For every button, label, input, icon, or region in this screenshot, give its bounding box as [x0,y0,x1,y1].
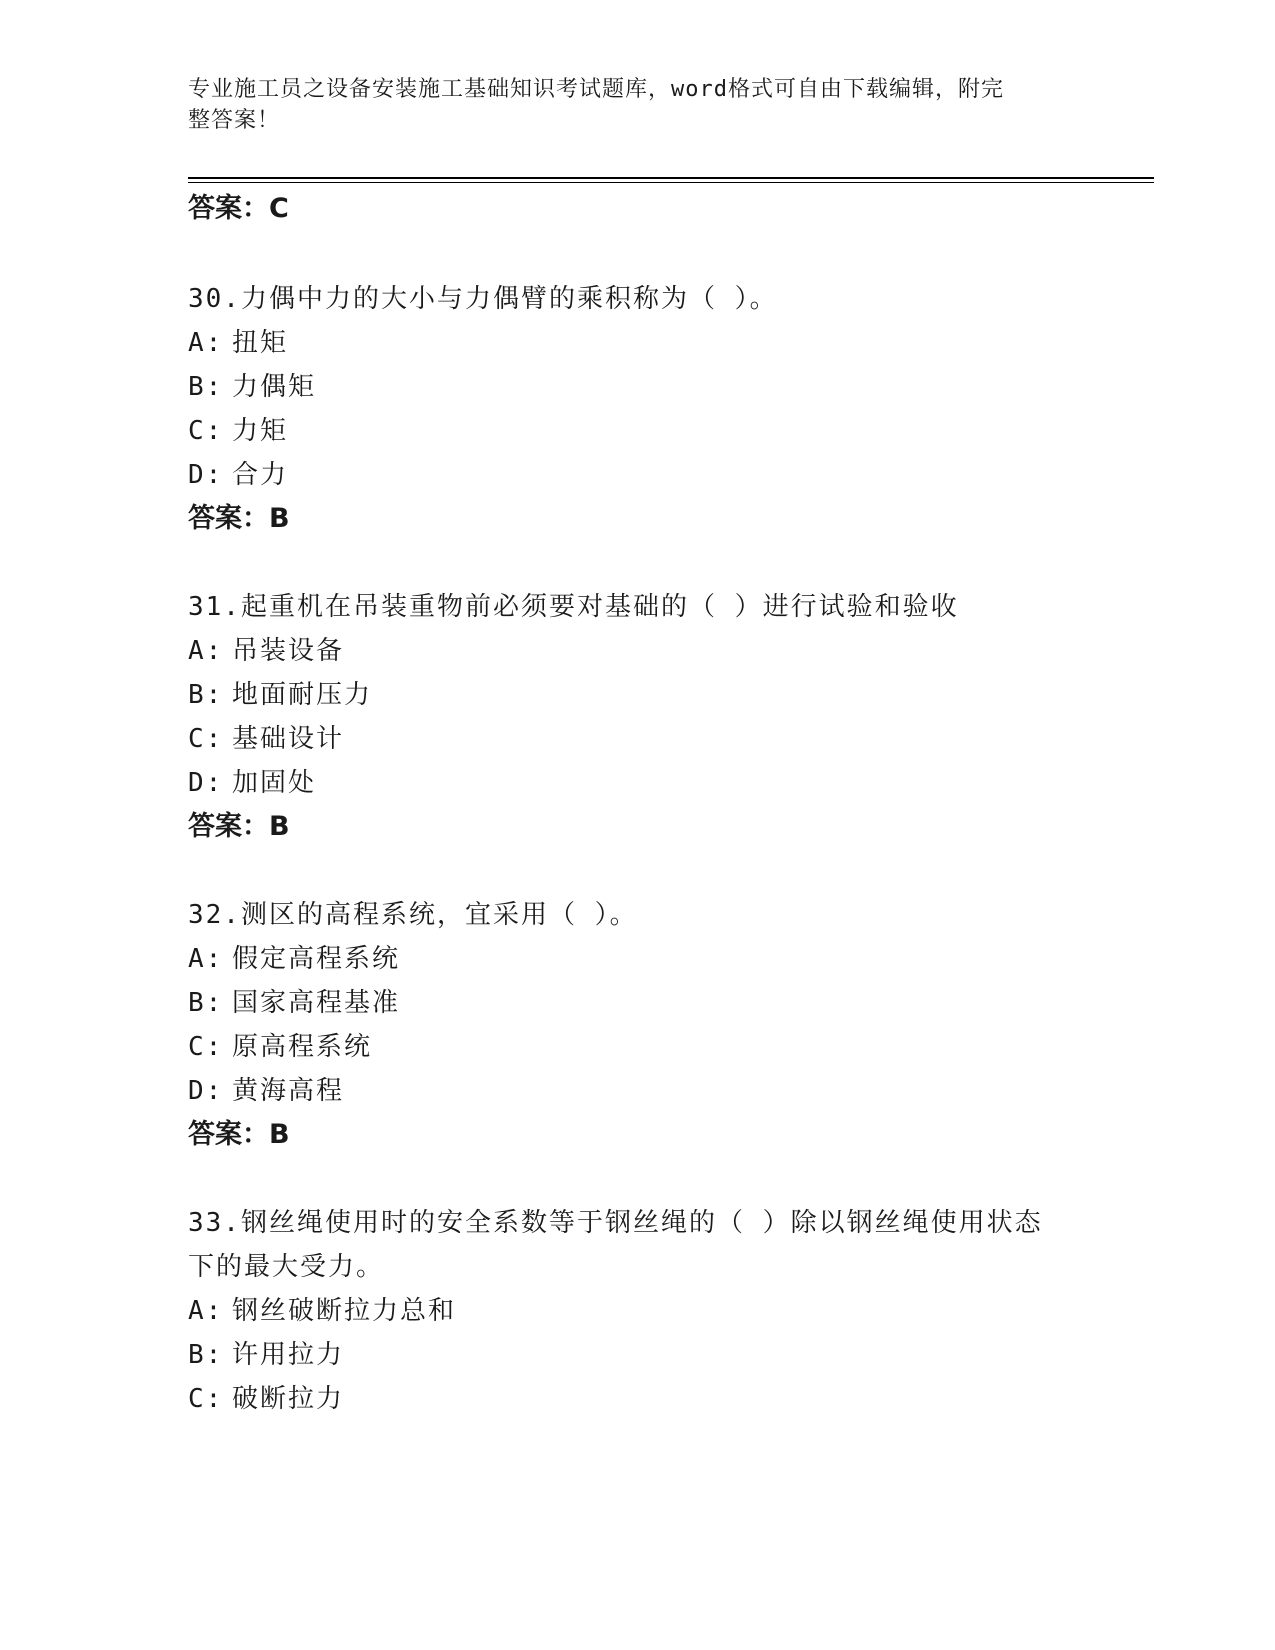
question-33-line-1: 33.钢丝绳使用时的安全系数等于钢丝绳的（ ）除以钢丝绳使用状态 [188,1208,1043,1238]
option-text: 吊装设备 [232,636,345,666]
option-text: 地面耐压力 [232,680,373,710]
q30-option-b [188,370,316,404]
option-letter: D: [188,460,224,490]
option-text: 基础设计 [232,724,345,754]
option-letter: C: [188,1032,224,1062]
q31-option-b [188,678,372,712]
option-letter: B: [188,1340,224,1370]
option-text: 扭矩 [232,328,289,358]
option-text: 钢丝破断拉力总和 [232,1296,457,1326]
header-line-2: 整答案！ [188,108,281,133]
option-text: 原高程系统 [232,1032,373,1062]
option-text: 加固处 [232,768,317,798]
header-line-1: 专业施工员之设备安装施工基础知识考试题库，word格式可自由下载编辑，附完 [188,77,1004,102]
prev-answer: 答案：C [188,193,289,224]
q33-option-c [188,1382,344,1416]
option-letter: B: [188,680,224,710]
option-letter: D: [188,1076,224,1106]
q30-option-d [188,458,288,492]
option-text: 黄海高程 [232,1076,345,1106]
q32-option-c [188,1030,372,1064]
question-31: 31.起重机在吊装重物前必须要对基础的（ ）进行试验和验收 [188,592,959,622]
option-text: 力偶矩 [232,372,317,402]
q32-answer: 答案：B [188,1119,290,1150]
q30-option-a [188,326,288,360]
option-letter: A: [188,328,224,358]
q33-option-b [188,1338,344,1372]
option-letter: A: [188,944,224,974]
question-32: 32.测区的高程系统，宜采用（ ）。 [188,900,638,930]
option-text: 合力 [232,460,289,490]
option-text: 假定高程系统 [232,944,401,974]
option-letter: C: [188,1384,224,1414]
q32-option-d [188,1074,344,1108]
q32-option-a [188,942,400,976]
q32-option-b [188,986,400,1020]
question-33-line-2: 下的最大受力。 [188,1252,385,1282]
option-letter: C: [188,416,224,446]
header-rule-thin [188,182,1154,183]
q33-option-a [188,1294,456,1328]
option-letter: B: [188,372,224,402]
option-letter: A: [188,636,224,666]
header-rule-thick [188,177,1154,179]
option-text: 许用拉力 [232,1340,345,1370]
q31-option-c [188,722,344,756]
option-text: 破断拉力 [232,1384,345,1414]
q31-option-a [188,634,344,668]
option-letter: A: [188,1296,224,1326]
q30-answer: 答案：B [188,503,290,534]
q30-option-c [188,414,288,448]
option-letter: B: [188,988,224,1018]
q31-answer: 答案：B [188,811,290,842]
question-30: 30.力偶中力的大小与力偶臂的乘积称为（ ）。 [188,284,778,314]
option-letter: D: [188,768,224,798]
document-header [188,74,1068,136]
option-text: 力矩 [232,416,289,446]
option-text: 国家高程基准 [232,988,401,1018]
q31-option-d [188,766,316,800]
option-letter: C: [188,724,224,754]
